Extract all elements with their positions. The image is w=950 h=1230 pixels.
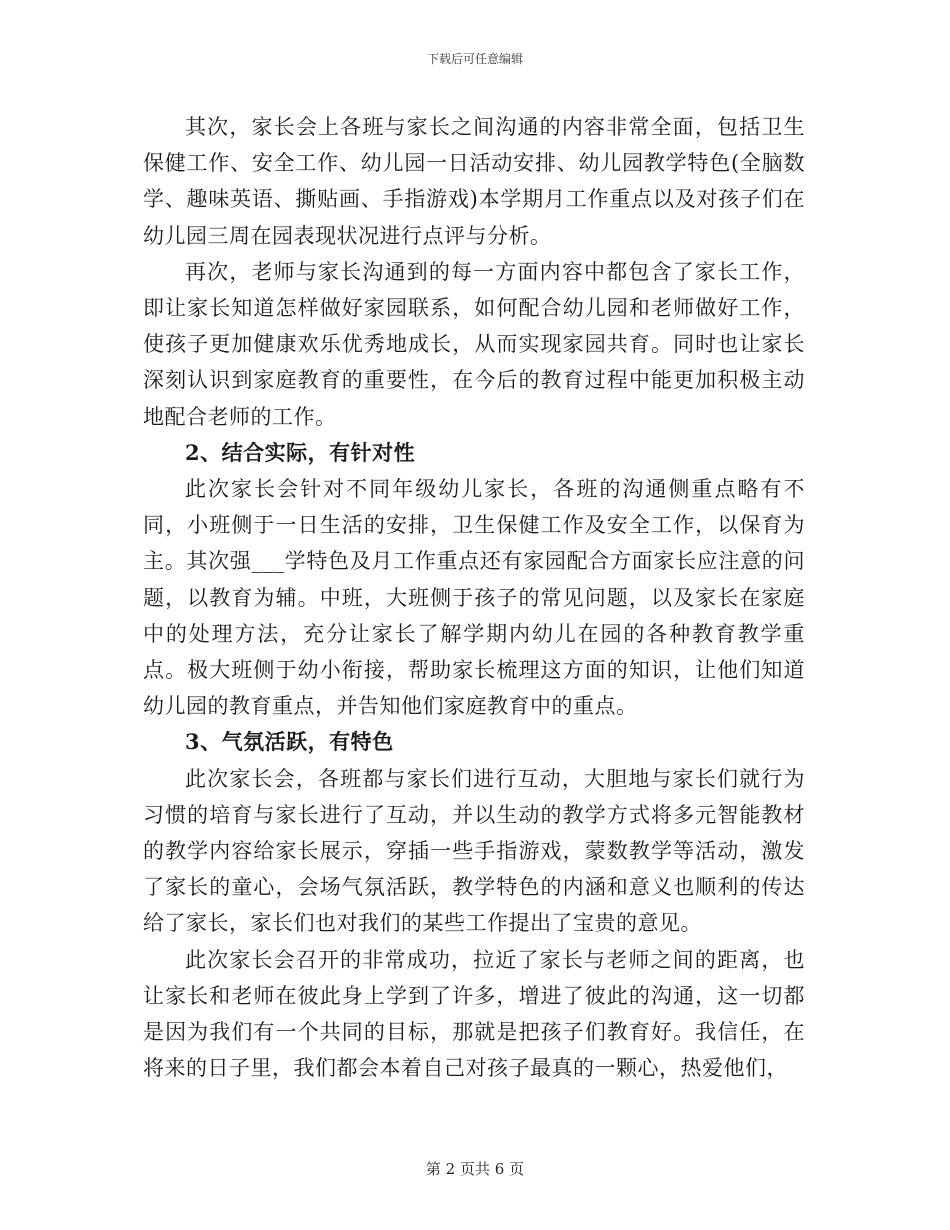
paragraph-communication-content: 其次，家长会上各班与家长之间沟通的内容非常全面，包括卫生保健工作、安全工作、幼儿园一日活动安排、幼儿园教学特色(全脑数学、趣味英语、撕贴画、手指游戏)本学期月工作重点以及对孩子们在幼儿园三周在园表现状况进行点评与分析。	[143, 115, 805, 248]
document-body	[143, 109, 805, 1086]
page-header: 下载后可任意编辑	[426, 52, 523, 66]
heading-lively-atmosphere: 3、气氛活跃，有特色	[185, 729, 394, 755]
page-footer: 第 2 页共 6 页	[425, 1160, 525, 1178]
paragraph-parent-work: 再次，老师与家长沟通到的每一方面内容中都包含了家长工作，即让家长知道怎样做好家园联系，如何配合幼儿园和老师做好工作，使孩子更加健康欢乐优秀地成长，从而实现家园共育。同时也让家长深刻认识到家庭教育的重要性，在今后的教育过程中能更加积极主动地配合老师的工作。	[143, 259, 805, 429]
heading-practical-targeted: 2、结合实际，有针对性	[185, 439, 416, 465]
paragraph-class-focus: 此次家长会针对不同年级幼儿家长，各班的沟通侧重点略有不同，小班侧于一日生活的安排，卫生保健工作及安全工作，以保育为主。其次强___学特色及月工作重点还有家园配合方面家长应注意的问题，以教育为辅。中班，大班侧于孩子的常见问题，以及家长在家庭中的处理方法，充分让家长了解学期内幼儿在园的各种教育教学重点。极大班侧于幼小衔接，帮助家长梳理这方面的知识，让他们知道幼儿园的教育重点，并告知他们家庭教育中的重点。	[143, 477, 805, 719]
paragraph-conclusion: 此次家长会召开的非常成功，拉近了家长与老师之间的距离，也让家长和老师在彼此身上学到了许多，增进了彼此的沟通，这一切都是因为我们有一个共同的目标，那就是把孩子们教育好。我信任，在将来的日子里，我们都会本着自己对孩子最真的一颗心，热爱他们，	[143, 947, 805, 1081]
paragraph-interaction: 此次家长会，各班都与家长们进行互动，大胆地与家长们就行为习惯的培育与家长进行了互动，并以生动的教学方式将多元智能教材的教学内容给家长展示，穿插一些手指游戏，蒙数教学等活动，激发了家长的童心，会场气氛活跃，教学特色的内涵和意义也顺利的传达给了家长，家长们也对我们的某些工作提出了宝贵的意见。	[143, 766, 805, 936]
